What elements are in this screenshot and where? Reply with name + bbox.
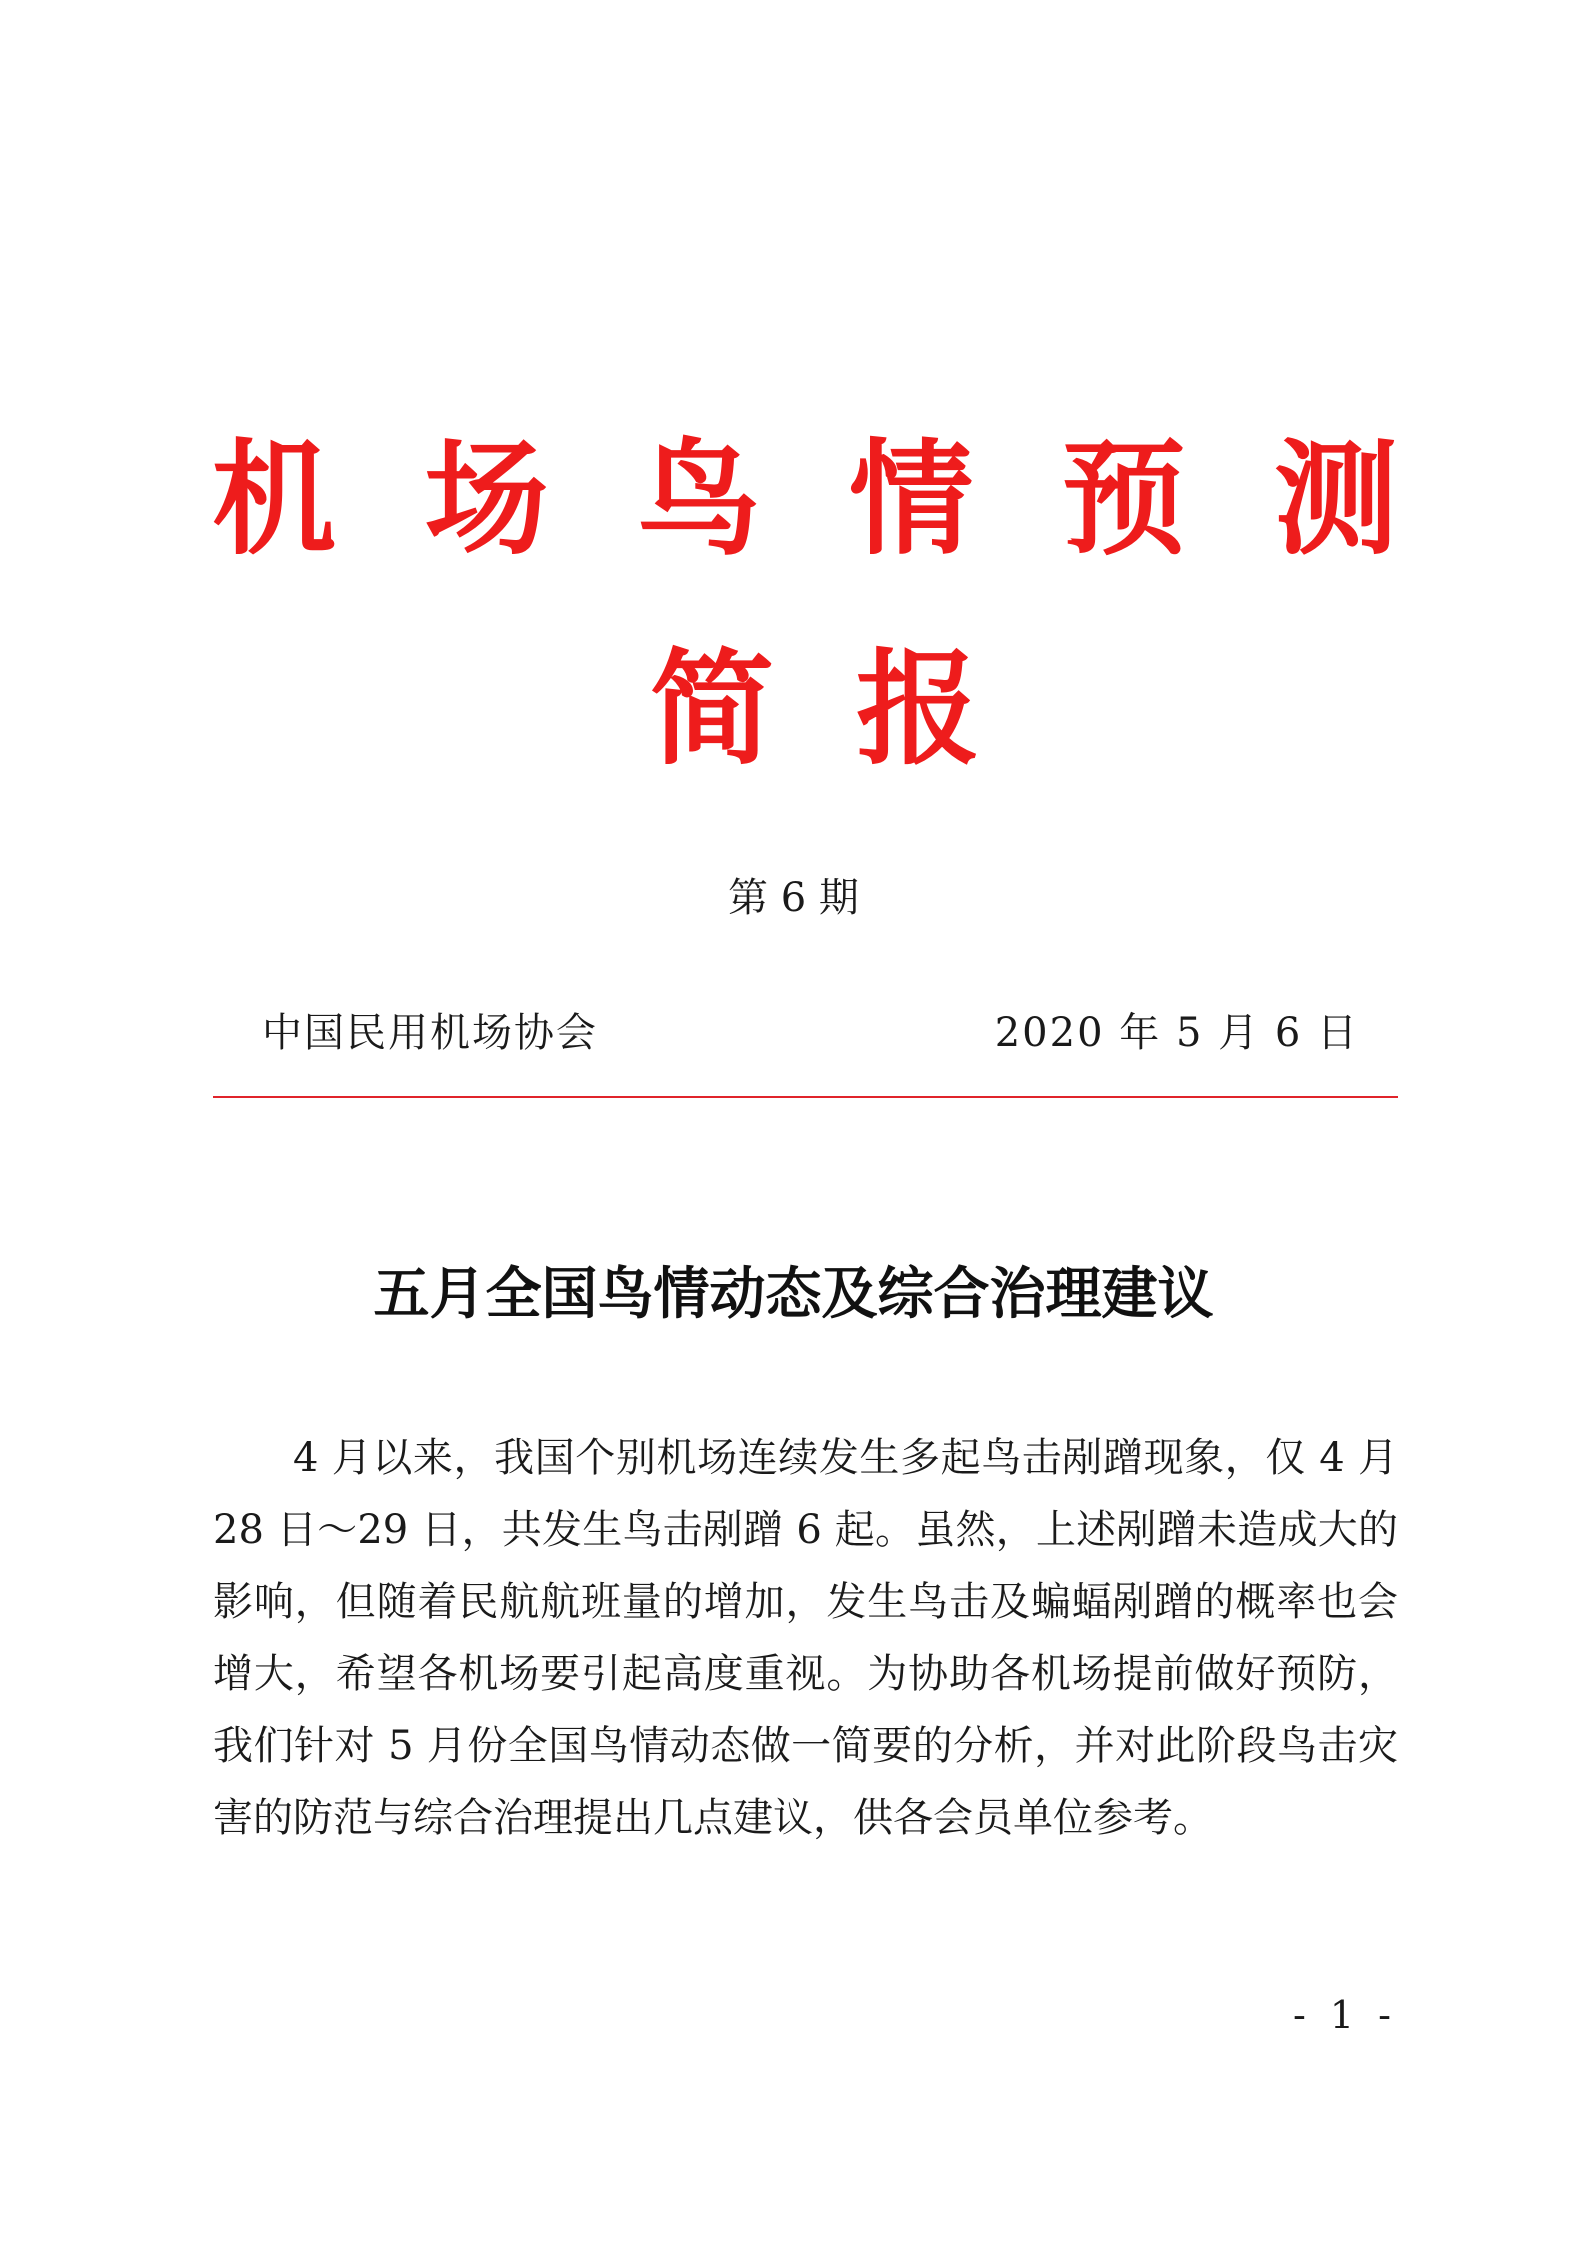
masthead-char: 机: [212, 428, 337, 572]
masthead-title: [212, 430, 1398, 570]
masthead-char: 情: [849, 428, 974, 572]
masthead-subtitle-char: 简: [650, 638, 775, 782]
masthead-char: 测: [1273, 428, 1398, 572]
article-paragraph: 4 月以来，我国个别机场连续发生多起鸟击剐蹭现象，仅 4 月 28 日～29 日，共发生鸟击剐蹭 6 起。虽然，上述剐蹭未造成大的影响，但随着民航航班量的增加，发生鸟击及蝙蝠剐蹭的概率也会增大，希望各机场要引起高度重视。为协助各机场提前做好预防，我们针对 5 月份全国鸟情动态做一简要的分析，并对此阶段鸟击灾害的防范与综合治理提出几点建议，供各会员单位参考。: [213, 1435, 1398, 1841]
article-title: 五月全国鸟情动态及综合治理建议: [373, 1262, 1214, 1327]
masthead-char: 预: [1061, 428, 1186, 572]
issue-date: 2020 年 5 月 6 日: [994, 1010, 1359, 1056]
red-divider-line: [213, 1096, 1398, 1098]
issue-number: 第 6 期: [728, 875, 859, 921]
masthead-char: 场: [424, 428, 549, 572]
page-number: - 1 -: [1292, 1993, 1397, 2037]
masthead-char: 鸟: [636, 428, 761, 572]
masthead-subtitle: [650, 640, 980, 780]
masthead-subtitle-char: 报: [855, 638, 980, 782]
issuing-organization: 中国民用机场协会: [262, 1010, 598, 1056]
